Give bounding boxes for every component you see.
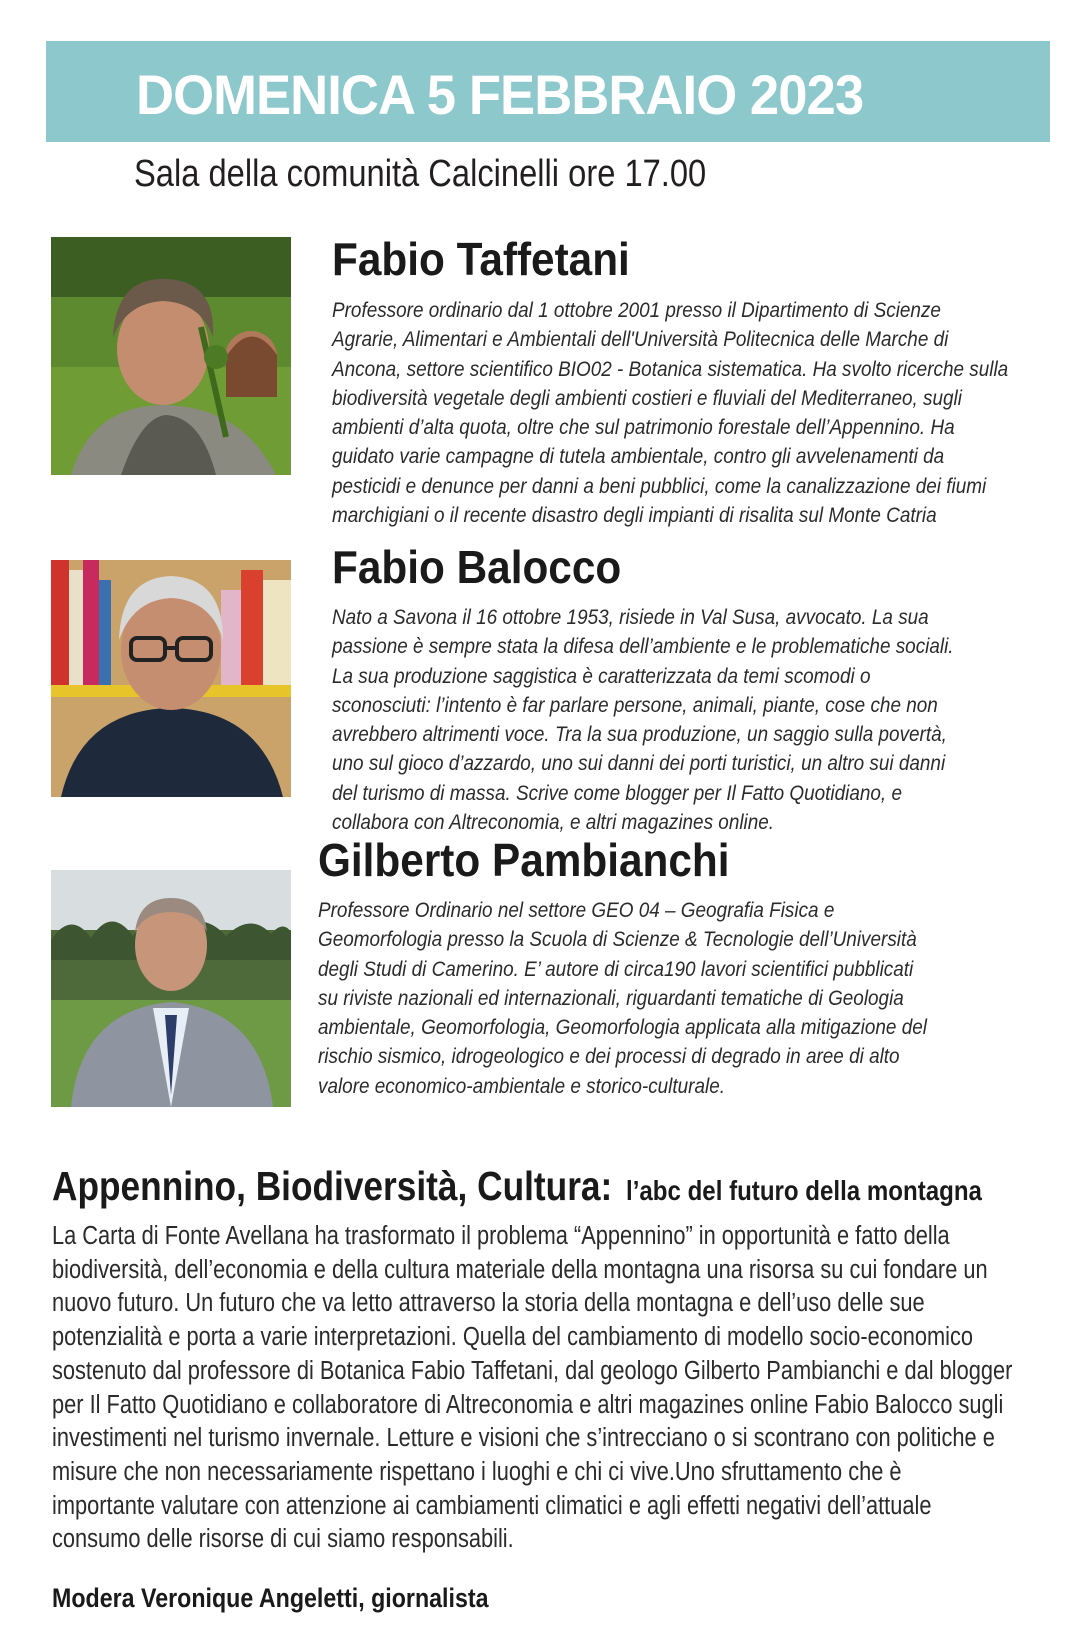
bio-line: biodiversità vegetale degli ambienti costieri e fluviali del Mediterraneo, sugli bbox=[332, 385, 962, 410]
theme-subtitle: l’abc del futuro della montagna bbox=[626, 1175, 982, 1206]
theme-paragraph bbox=[52, 1220, 1012, 1557]
paragraph-line: potenzialità e porta a varie interpretazioni. Quella del cambiamento di modello socio-economico bbox=[52, 1323, 974, 1352]
bio-line: Ancona, settore scientifico BIO02 - Botanica sistematica. Ha svolto ricerche sulla bbox=[332, 356, 1009, 381]
speaker-bio-balocco bbox=[332, 603, 954, 837]
bio-line: Geomorfologia presso la Scuola di Scienze & Tecnologie dell’Università bbox=[318, 927, 917, 952]
bio-line: del turismo di massa. Scrive come blogger per Il Fatto Quotidiano, e bbox=[332, 780, 902, 805]
paragraph-line: misure che non necessariamente rispettano i luoghi e chi ci vive.Uno sfruttamento che è bbox=[52, 1457, 902, 1486]
bio-line: Professore Ordinario nel settore GEO 04 – Geografia Fisica e bbox=[318, 898, 835, 922]
bio-line: su riviste nazionali ed internazionali, riguardanti tematiche di Geologia bbox=[318, 985, 904, 1010]
bio-line: degli Studi di Camerino. E’ autore di circa190 lavori scientifici pubblicati bbox=[318, 956, 914, 981]
paragraph-line: sostenuto dal professore di Botanica Fabio Taffetani, dal geologo Gilberto Pambianchi e dal blogger bbox=[52, 1356, 1013, 1385]
event-venue: Sala della comunità Calcinelli ore 17.00 bbox=[134, 153, 707, 195]
paragraph-line: nuovo futuro. Un futuro che va letto attraverso la storia della montagna e dell’uso delle sue bbox=[52, 1289, 925, 1318]
bio-line: La sua produzione saggistica è caratterizzata da temi scomodi o bbox=[332, 663, 871, 688]
moderator-credit: Modera Veronique Angeletti, giornalista bbox=[52, 1583, 489, 1613]
speaker-name-balocco: Fabio Balocco bbox=[332, 541, 622, 593]
bio-line: Agrarie, Alimentari e Ambientali dell'Università Politecnica delle Marche di bbox=[332, 327, 949, 352]
bio-line: guidato varie campagne di tutela ambientale, contro gli avvelenamenti da bbox=[332, 444, 945, 469]
bio-line: rischio sismico, idrogeologico e dei processi di degrado in aree di alto bbox=[318, 1044, 900, 1069]
paragraph-line: per Il Fatto Quotidiano e collaboratore di Altreconomia e altri magazines online Fabio Balocco sugli bbox=[52, 1390, 1004, 1419]
bio-line: passione è sempre stata la difesa dell’ambiente e le problematiche sociali. bbox=[332, 634, 954, 659]
speaker-bio-taffetani bbox=[332, 296, 1008, 530]
paragraph-line: investimenti nel turismo invernale. Letture e visioni che s’intrecciano o si scontrano con politiche e bbox=[52, 1424, 995, 1453]
bio-line: valore economico-ambientale e storico-culturale. bbox=[318, 1073, 725, 1098]
speaker-name-taffetani: Fabio Taffetani bbox=[332, 233, 630, 285]
bio-line: ambienti d’alta quota, oltre che sul patrimonio forestale dell’Appennino. Ha bbox=[332, 415, 955, 440]
speaker-photo-pambianchi bbox=[51, 870, 291, 1107]
bio-line: pesticidi e denunce per danni a beni pubblici, come la canalizzazione dei fiumi bbox=[332, 473, 987, 498]
bio-line: Professore ordinario dal 1 ottobre 2001 presso il Dipartimento di Scienze bbox=[332, 298, 941, 322]
paragraph-line: importante valutare con attenzione ai cambiamenti climatici e agli effetti negativi dell’attuale bbox=[52, 1491, 932, 1520]
speaker-photo-balocco bbox=[51, 560, 291, 797]
bio-line: ambientale, Geomorfologia, Geomorfologia applicata alla mitigazione del bbox=[318, 1015, 927, 1040]
bio-line: sconosciuti: l’intento è far parlare persone, animali, piante, cose che non bbox=[332, 692, 938, 717]
theme-heading bbox=[52, 1163, 982, 1210]
theme-title: Appennino, Biodiversità, Cultura: bbox=[52, 1163, 613, 1209]
bio-line: Nato a Savona il 16 ottobre 1953, risiede in Val Susa, avvocato. La sua bbox=[332, 605, 929, 629]
bio-line: marchigiani o il recente disastro degli impianti di risalita sul Monte Catria bbox=[332, 503, 937, 528]
bio-line: collabora con Altreconomia, e altri magazines online. bbox=[332, 810, 775, 835]
bio-line: uno sul gioco d’azzardo, uno sui danni dei porti turistici, un altro sui danni bbox=[332, 751, 946, 776]
paragraph-line: La Carta di Fonte Avellana ha trasformato il problema “Appennino” in opportunità e fatto della bbox=[52, 1222, 950, 1250]
bio-line: avrebbero altrimenti voce. Tra la sua produzione, un saggio sulla povertà, bbox=[332, 722, 947, 747]
speaker-photo-taffetani bbox=[51, 237, 291, 475]
paragraph-line: biodiversità, dell’economia e della cultura materiale della montagna una risorsa su cui fondare un bbox=[52, 1255, 988, 1284]
speaker-bio-pambianchi bbox=[318, 896, 927, 1101]
event-date: DOMENICA 5 FEBBRAIO 2023 bbox=[136, 63, 864, 126]
speaker-name-pambianchi: Gilberto Pambianchi bbox=[318, 834, 730, 886]
paragraph-line: consumo delle risorse di cui siamo responsabili. bbox=[52, 1525, 514, 1554]
